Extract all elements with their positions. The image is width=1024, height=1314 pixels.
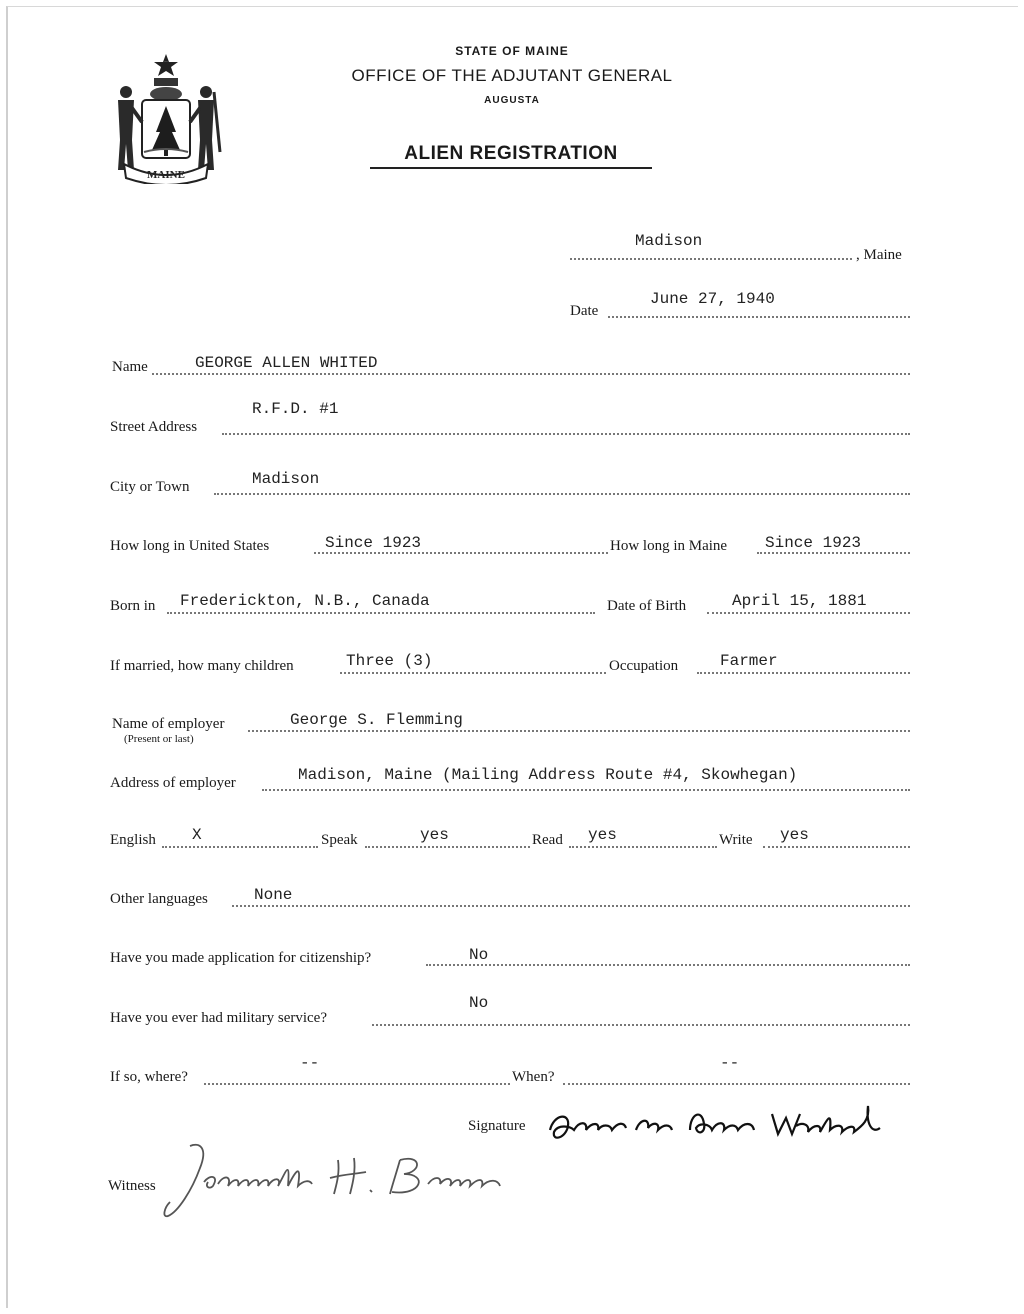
svg-text:MAINE: MAINE — [147, 169, 185, 181]
when-line — [563, 1083, 910, 1085]
us-duration-value: Since 1923 — [325, 534, 422, 552]
born-line — [167, 612, 595, 614]
occupation-value: Farmer — [720, 652, 778, 670]
place-value: Madison — [635, 232, 703, 250]
svg-text:DIRIGO: DIRIGO — [164, 62, 168, 63]
signature-label: Signature — [468, 1118, 526, 1134]
english-line — [162, 846, 318, 848]
date-value: June 27, 1940 — [650, 290, 775, 308]
children-line — [340, 672, 606, 674]
street-value: R.F.D. #1 — [252, 400, 339, 418]
write-value: yes — [780, 826, 809, 844]
witness-signature-image — [160, 1138, 610, 1222]
read-line — [569, 846, 717, 848]
where-line — [204, 1083, 510, 1085]
read-label: Read — [532, 832, 563, 848]
speak-label: Speak — [321, 832, 358, 848]
children-value: Three (3) — [346, 652, 433, 670]
street-line — [222, 433, 910, 435]
children-label: If married, how many children — [110, 658, 294, 674]
date-label: Date — [570, 303, 599, 319]
state-heading: STATE OF MAINE — [455, 44, 569, 58]
employer-address-value: Madison, Maine (Mailing Address Route #4, Skowhegan) — [298, 766, 798, 784]
employer-address-line — [262, 789, 910, 791]
city-heading: AUGUSTA — [484, 95, 540, 106]
military-label: Have you ever had military service? — [110, 1010, 327, 1026]
place-line — [570, 258, 852, 260]
place-suffix: , Maine — [856, 247, 902, 263]
dob-label: Date of Birth — [607, 598, 687, 614]
where-value: -- — [300, 1054, 320, 1072]
citizenship-label: Have you made application for citizenship? — [110, 950, 372, 966]
maine-duration-value: Since 1923 — [765, 534, 862, 552]
citizenship-line — [426, 964, 910, 966]
where-label: If so, where? — [110, 1069, 188, 1085]
date-line — [608, 316, 910, 318]
other-languages-line — [232, 905, 910, 907]
city-value: Madison — [252, 470, 320, 488]
city-line — [214, 493, 910, 495]
occupation-label: Occupation — [609, 658, 679, 674]
other-languages-label: Other languages — [110, 891, 208, 907]
office-heading: OFFICE OF THE ADJUTANT GENERAL — [351, 66, 673, 85]
name-line — [152, 373, 910, 375]
name-value: GEORGE ALLEN WHITED — [195, 354, 378, 372]
us-duration-label: How long in United States — [110, 538, 270, 554]
born-label: Born in — [110, 598, 156, 614]
english-value: X — [192, 826, 202, 844]
when-label: When? — [512, 1069, 555, 1085]
employer-sublabel: (Present or last) — [124, 733, 194, 745]
when-value: -- — [720, 1054, 740, 1072]
military-value: No — [469, 994, 489, 1012]
name-label: Name — [112, 359, 148, 375]
english-label: English — [110, 832, 156, 848]
speak-value: yes — [420, 826, 449, 844]
occupation-line — [697, 672, 910, 674]
read-value: yes — [588, 826, 617, 844]
employer-line — [248, 730, 910, 732]
us-duration-line — [314, 552, 608, 554]
employer-address-label: Address of employer — [110, 775, 236, 791]
dob-line — [707, 612, 910, 614]
citizenship-value: No — [469, 946, 489, 964]
born-value: Frederickton, N.B., Canada — [180, 592, 430, 610]
other-languages-value: None — [254, 886, 293, 904]
speak-line — [365, 846, 530, 848]
witness-label: Witness — [108, 1178, 156, 1194]
maine-duration-line — [757, 552, 910, 554]
dob-value: April 15, 1881 — [732, 592, 867, 610]
employer-label: Name of employer — [112, 716, 225, 732]
form-title: ALIEN REGISTRATION — [370, 143, 652, 169]
street-label: Street Address — [110, 419, 198, 435]
write-line — [763, 846, 910, 848]
maine-duration-label: How long in Maine — [610, 538, 728, 554]
military-line — [372, 1024, 910, 1026]
write-label: Write — [719, 832, 753, 848]
employer-value: George S. Flemming — [290, 711, 463, 729]
city-label: City or Town — [110, 479, 190, 495]
